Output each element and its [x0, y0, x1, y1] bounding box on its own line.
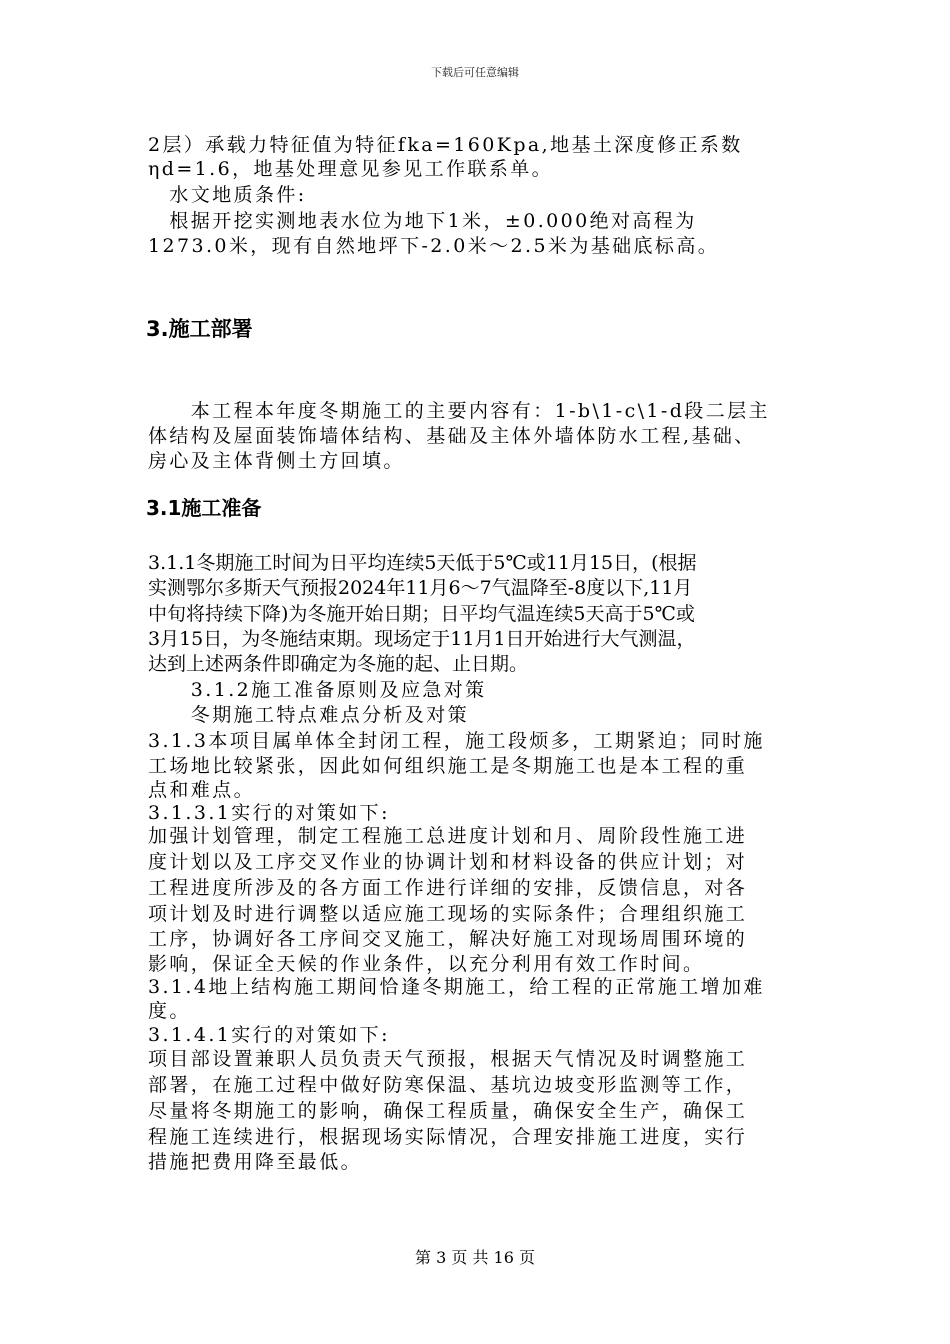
text-line: 尽量将冬期施工的影响，确保工程质量，确保安全生产，确保工 — [148, 1100, 748, 1122]
text-line: 冬期施工特点难点分析及对策 — [148, 704, 470, 726]
text-line: 影响，保证全天候的作业条件，以充分利用有效工作时间。 — [148, 953, 705, 975]
page-header-note: 下载后可任意编辑 — [431, 66, 519, 79]
text-line: 3.1.3本项目属单体全封闭工程，施工段烦多，工期紧迫；同时施 — [148, 730, 765, 752]
text-line: 房心及主体背侧土方回填。 — [148, 450, 405, 472]
text-line: 度。 — [148, 1000, 191, 1022]
text-line: 根据开挖实测地表水位为地下1米，±0.000绝对高程为 — [148, 210, 697, 232]
text-line: 工程进度所涉及的各方面工作进行详细的安排，反馈信息，对各 — [148, 877, 748, 899]
text-line: 程施工连续进行，根据现场实际情况，合理安排施工进度，实行 — [148, 1126, 748, 1148]
text-line: 点和难点。 — [148, 779, 256, 801]
text-line: 本工程本年度冬期施工的主要内容有：1-b\1-c\1-d段二层主 — [148, 400, 770, 422]
text-line: 3.1.4.1实行的对策如下: — [148, 1024, 390, 1046]
text-line: 加强计划管理，制定工程施工总进度计划和月、周阶段性施工进 — [148, 825, 748, 847]
page-number: 第 3 页 共 16 页 — [415, 1248, 535, 1267]
text-line: 3.1.3.1实行的对策如下: — [148, 802, 390, 824]
text-line: 措施把费用降至最低。 — [148, 1151, 363, 1173]
text-line: 度计划以及工序交叉作业的协调计划和材料设备的供应计划；对 — [148, 851, 748, 873]
text-line: 水文地质条件: — [148, 184, 307, 206]
text-line: 2层）承载力特征值为特征fka=160Kpa,地基土深度修正系数 — [148, 134, 743, 156]
text-line: 中旬将持续下降)为冬施开始日期；日平均气温连续5天高于5℃或 — [148, 603, 695, 625]
text-line: 3.1.1冬期施工时间为日平均连续5天低于5℃或11月15日，(根据 — [148, 552, 697, 574]
text-line: 工场地比较紧张，因此如何组织施工是冬期施工也是本工程的重 — [148, 755, 748, 777]
subsection-heading: 3.1施工准备 — [146, 496, 262, 520]
text-line: ηd=1.6，地基处理意见参见工作联系单。 — [148, 158, 554, 180]
text-line: 项目部设置兼职人员负责天气预报，根据天气情况及时调整施工 — [148, 1048, 748, 1070]
section-heading: 3.施工部署 — [146, 317, 253, 341]
text-line: 1273.0米，现有自然地坪下-2.0米～2.5米为基础底标高。 — [148, 235, 720, 257]
text-line: 3.1.4地上结构施工期间恰逢冬期施工，给工程的正常施工增加难 — [148, 976, 765, 998]
text-line: 实测鄂尔多斯天气预报2024年11月6～7气温降至-8度以下,11月 — [148, 577, 693, 599]
text-line: 3月15日，为冬施结束期。现场定于11月1日开始进行大气测温， — [148, 628, 696, 650]
text-line: 体结构及屋面装饰墙体结构、基础及主体外墙体防水工程,基础、 — [148, 425, 756, 447]
text-line: 工序，协调好各工序间交叉施工，解决好施工对现场周围环境的 — [148, 928, 748, 950]
text-line: 3.1.2施工准备原则及应急对策 — [148, 679, 487, 701]
text-line: 部署，在施工过程中做好防寒保温、基坑边坡变形监测等工作， — [148, 1074, 748, 1096]
text-line: 达到上述两条件即确定为冬施的起、止日期。 — [148, 653, 529, 675]
text-line: 项计划及时进行调整以适应施工现场的实际条件；合理组织施工 — [148, 903, 748, 925]
